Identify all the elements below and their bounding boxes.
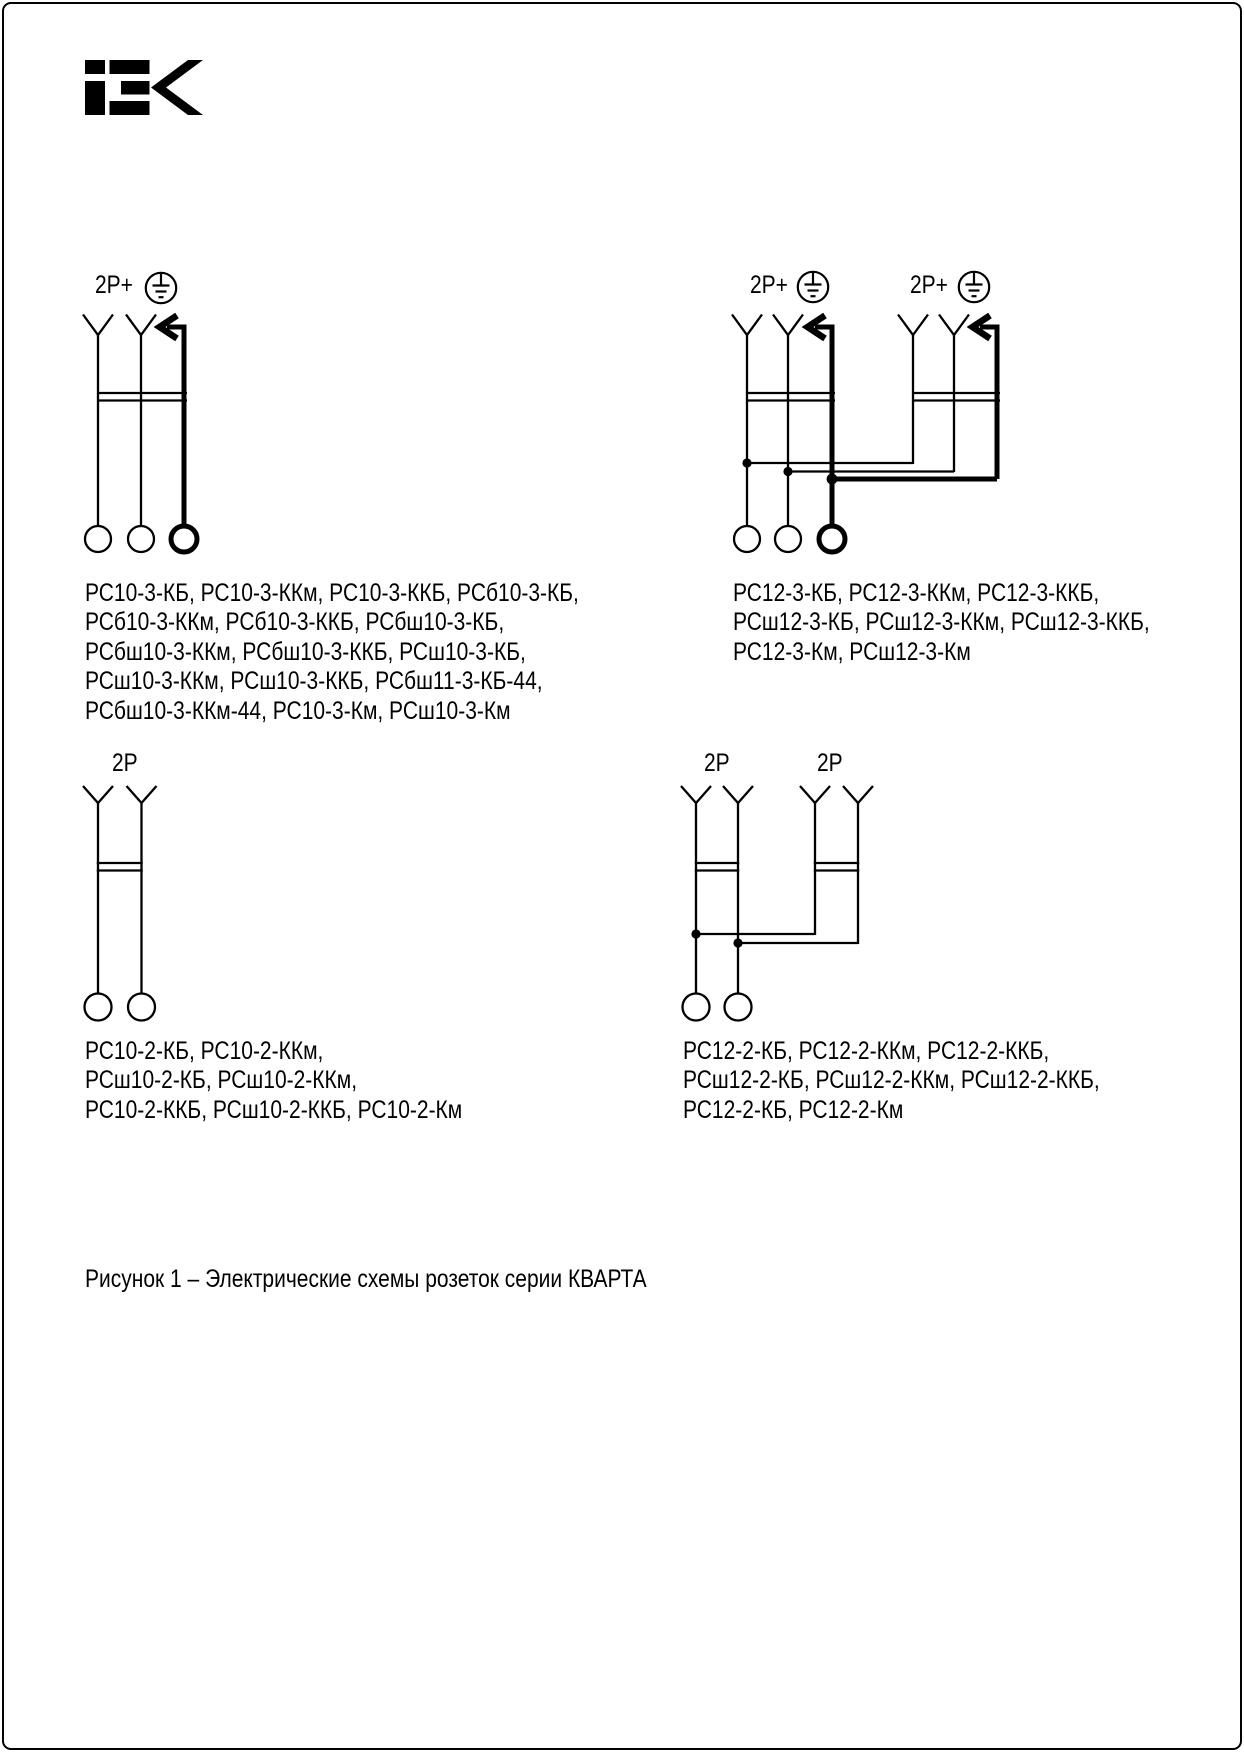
interconnect-wires bbox=[742, 458, 997, 484]
junction-dot bbox=[733, 938, 742, 947]
schematic-double-socket-2p-earth bbox=[640, 300, 1025, 560]
socket-unit bbox=[83, 786, 157, 1021]
pole-label-2p-earth: 2P+ bbox=[750, 271, 788, 299]
terminal-circle bbox=[128, 526, 154, 552]
junction-dot bbox=[691, 929, 700, 938]
terminal-circle bbox=[734, 526, 760, 552]
model-line: РСш10-2-КБ, РСш10-2-ККм, bbox=[85, 1066, 358, 1095]
iek-logo bbox=[85, 60, 203, 115]
model-line: РСш12-2-КБ, РСш12-2-ККм, РСш12-2-ККБ, bbox=[683, 1066, 1100, 1095]
socket-unit bbox=[898, 315, 1000, 480]
model-line: РС10-2-КБ, РС10-2-ККм, bbox=[85, 1037, 324, 1065]
junction-dot bbox=[783, 467, 792, 476]
socket-unit bbox=[681, 786, 753, 1021]
pole-label-2p: 2P bbox=[704, 749, 730, 777]
model-line: РС12-2-КБ, РС12-2-ККм, РС12-2-ККБ, bbox=[683, 1037, 1050, 1065]
protective-earth-icon bbox=[957, 270, 991, 304]
model-line: РСш12-3-КБ, РСш12-3-ККм, РСш12-3-ККБ, bbox=[733, 608, 1150, 637]
junction-dot bbox=[827, 474, 838, 485]
earth-terminal-circle bbox=[171, 526, 197, 552]
terminal-circle bbox=[85, 526, 111, 552]
pole-label-2p-earth: 2P+ bbox=[910, 271, 948, 299]
model-list bbox=[683, 1037, 1100, 1125]
socket-unit bbox=[83, 315, 197, 553]
protective-earth-icon bbox=[796, 270, 830, 304]
model-list bbox=[85, 1037, 462, 1125]
earth-terminal-circle bbox=[819, 526, 845, 552]
terminal-circle bbox=[775, 526, 801, 552]
terminal-circle bbox=[725, 994, 752, 1021]
model-line: РСбш10-3-ККм, РСбш10-3-ККБ, РСш10-3-КБ, bbox=[85, 637, 526, 666]
terminal-circle bbox=[128, 994, 155, 1021]
schematic-single-socket-2p-earth bbox=[70, 300, 210, 560]
junction-dot bbox=[742, 458, 751, 467]
terminal-circle bbox=[85, 994, 112, 1021]
model-line: РС12-3-КБ, РС12-3-ККм, РС12-3-ККБ, bbox=[733, 579, 1100, 607]
terminal-circle bbox=[683, 994, 710, 1021]
pole-label-2p-earth: 2P+ bbox=[95, 271, 133, 299]
schematic-double-socket-2p bbox=[640, 775, 920, 1030]
model-line: РСб10-3-ККм, РСб10-3-ККБ, РСбш10-3-КБ, bbox=[85, 608, 505, 637]
model-line: РС10-2-ККБ, РСш10-2-ККБ, РС10-2-Км bbox=[85, 1095, 463, 1124]
model-line: РС12-3-Км, РСш12-3-Км bbox=[733, 637, 971, 666]
interconnect-wires bbox=[691, 929, 858, 947]
model-line: РС12-2-КБ, РС12-2-Км bbox=[683, 1095, 904, 1124]
pole-label-2p: 2P bbox=[112, 749, 138, 777]
model-line: РС10-3-КБ, РС10-3-ККм, РС10-3-ККБ, РСб10-3-КБ, bbox=[85, 579, 579, 607]
model-list bbox=[733, 579, 1150, 667]
socket-unit bbox=[800, 786, 873, 944]
socket-unit bbox=[732, 315, 845, 553]
model-line: РСш10-3-ККм, РСш10-3-ККБ, РСбш11-3-КБ-44, bbox=[85, 667, 543, 696]
pole-label-2p: 2P bbox=[817, 749, 843, 777]
figure-caption: Рисунок 1 – Электрические схемы розеток серии КВАРТА bbox=[85, 1265, 647, 1293]
schematic-single-socket-2p bbox=[70, 775, 190, 1030]
model-list bbox=[85, 579, 579, 726]
model-line: РСбш10-3-ККм-44, РС10-3-Км, РСш10-3-Км bbox=[85, 696, 511, 725]
